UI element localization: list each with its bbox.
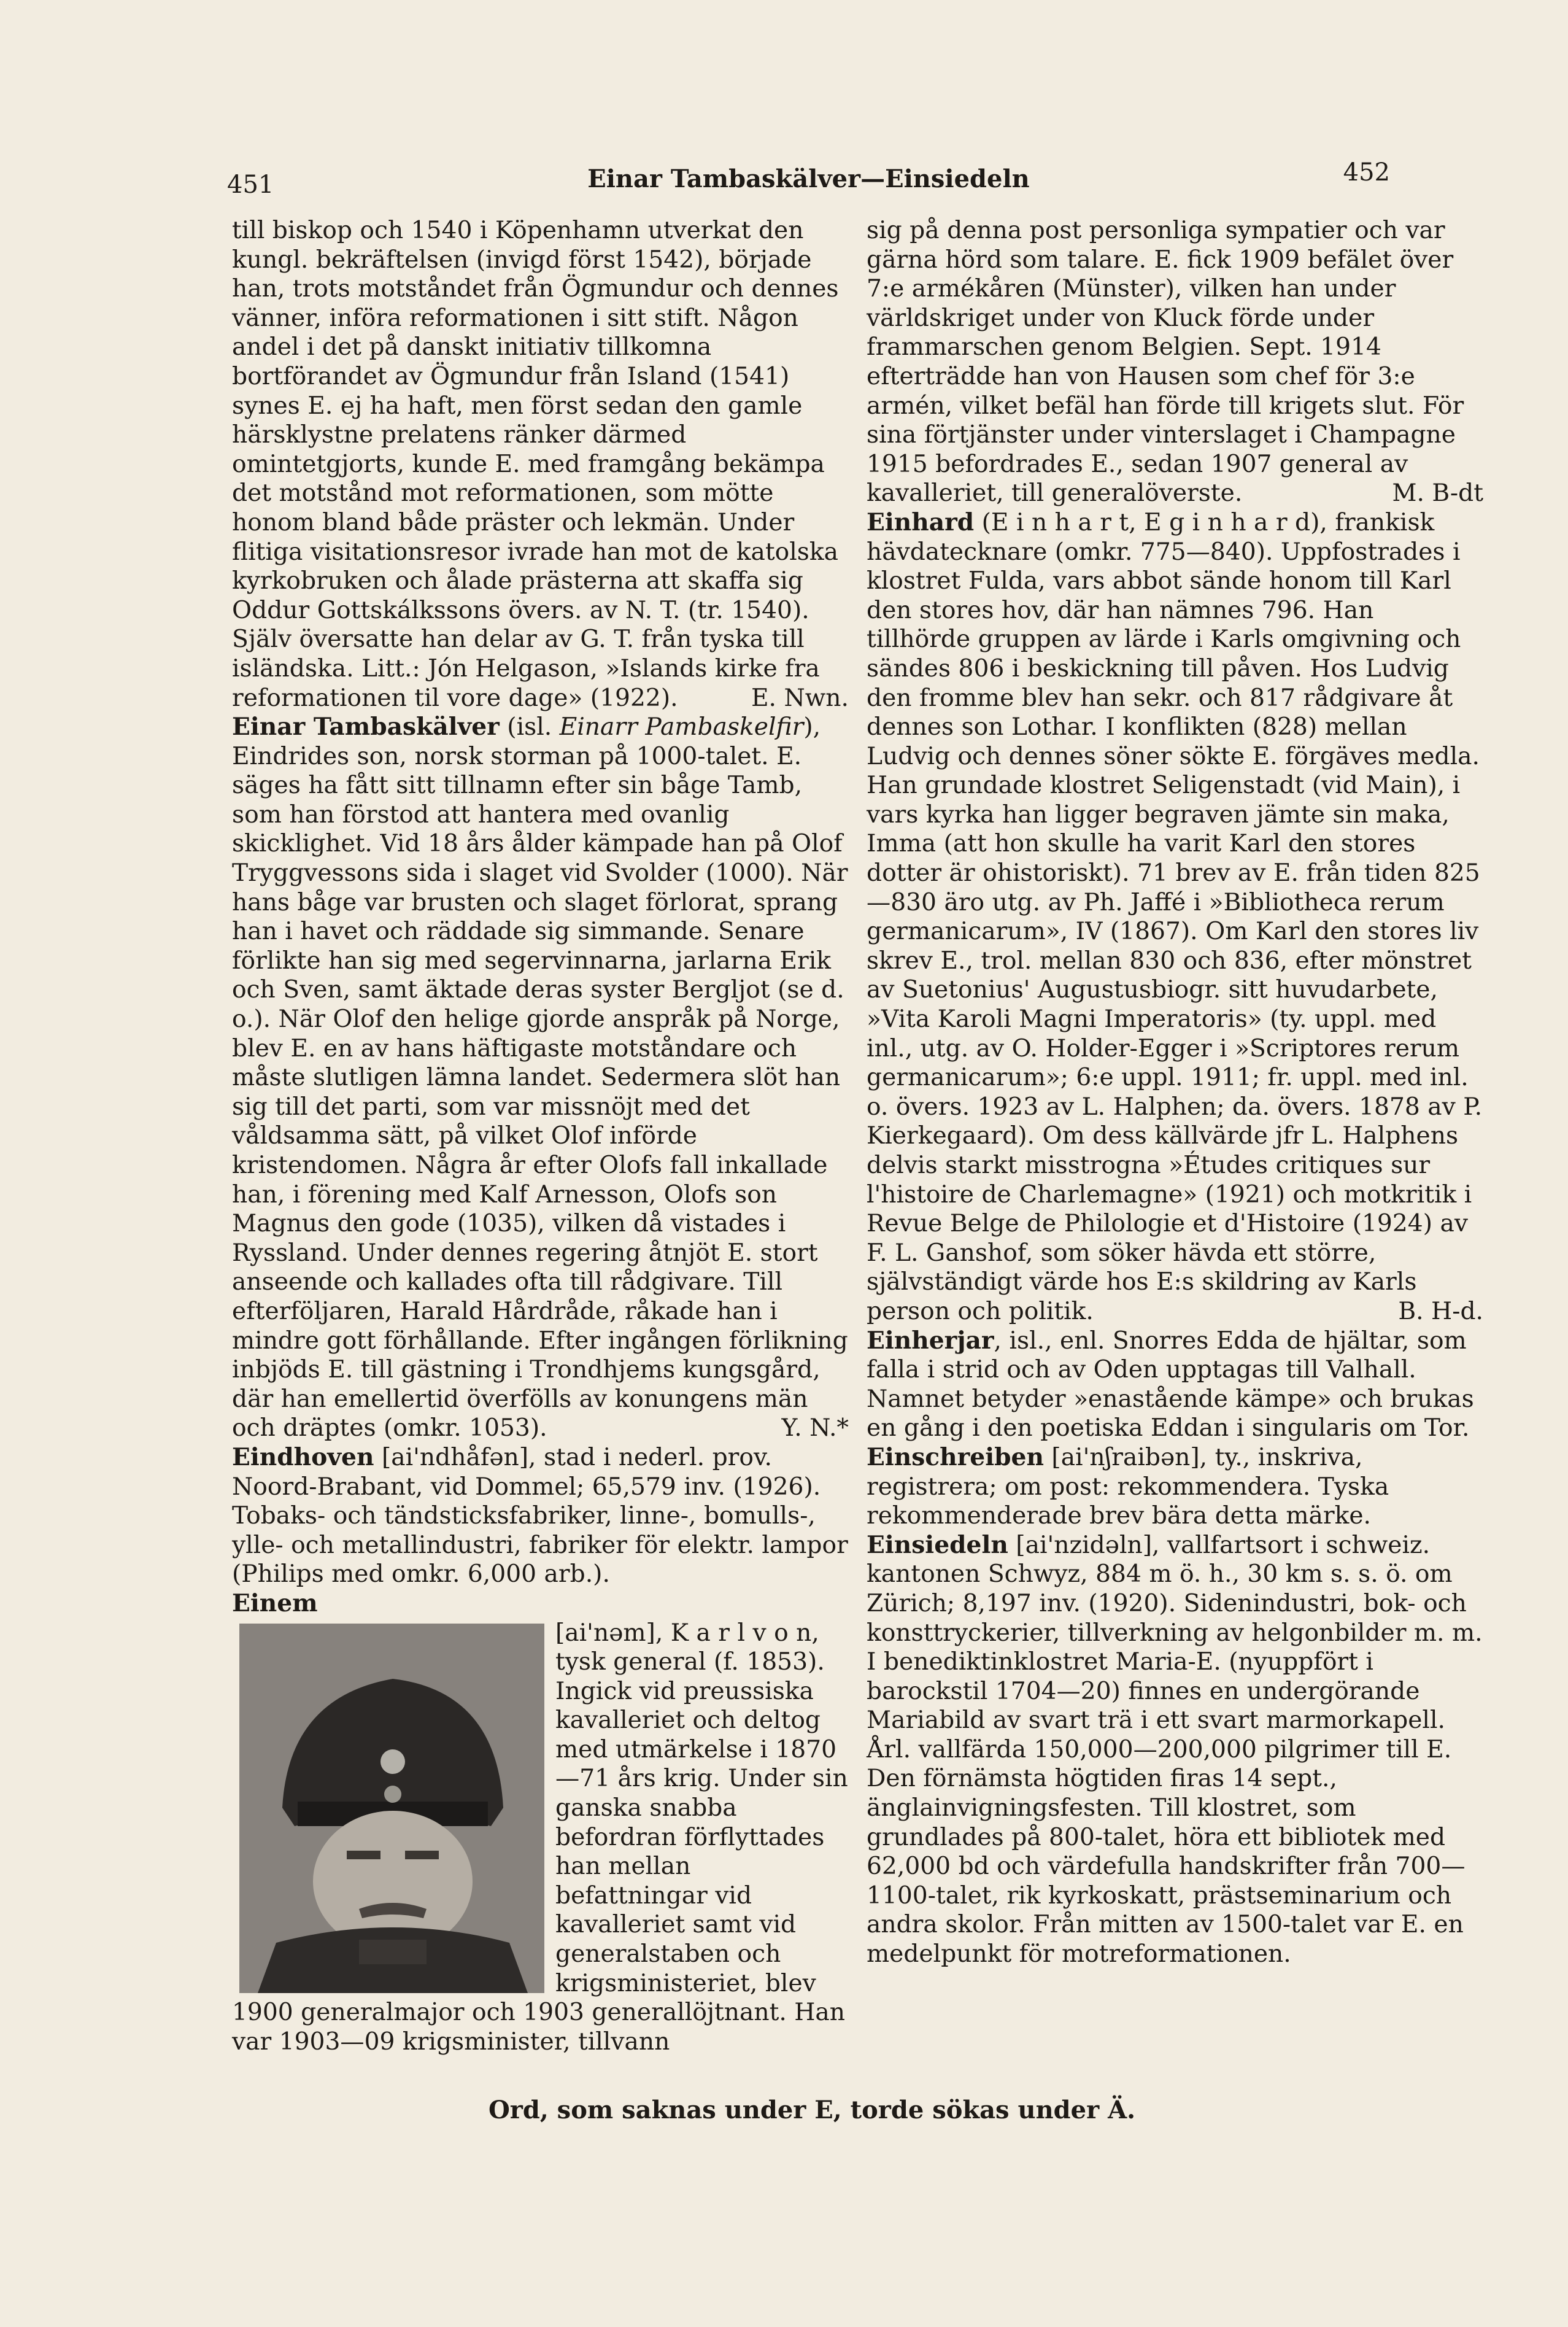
entry-einem (232, 1589, 849, 1619)
author-signature: B. H-d. (1398, 1297, 1483, 1325)
left-column (232, 216, 849, 2056)
entry-headword: Einhard (867, 508, 975, 536)
entry-italic-term: Einarr Pambaskelfir (559, 713, 804, 741)
entry-headword: Einsiedeln (867, 1530, 1008, 1559)
author-signature: Y. N.* (781, 1414, 849, 1442)
author-signature: E. Nwn. (751, 684, 849, 712)
entry-text: , isl., enl. Snorres Edda de hjältar, som falla i strid och av Oden upptagas till Valhall. Namnet betyder »enastående kämpe» och brukas en gång i den poetiska Eddan i singularis om Tor. (867, 1326, 1474, 1442)
running-head: Einar Tambaskälver—Einsiedeln (587, 165, 1030, 193)
entry-einar-tambaskalver (232, 713, 849, 1443)
entry-text: [ai'nʃraibən], ty., inskriva, registrera; om post: rekommendera. Tyska rekommenderade brev bära detta märke. (867, 1443, 1389, 1530)
page-header (227, 158, 1390, 201)
entry-text: [ai'ndhåfən], stad i nederl. prov. Noord-Brabant, vid Dommel; 65,579 inv. (1926). Tobaks- och tändsticksfabriker, linne-, bomulls-, ylle- och metallindustri, fabriker för elektr. lampor (Philips med omkr. 6,000 arb.). (232, 1443, 848, 1589)
entry-eindhoven (232, 1443, 849, 1589)
entry-text: [ai'nzidəln], vallfartsort i schweiz. kantonen Schwyz, 884 m ö. h., 30 km s. s. ö. om Zürich; 8,197 inv. (1920). Sidenindustri, bok- och konsttryckerier, tillverkning av helgonbilder m. m. I benediktinklostret Maria-E. (nyuppfört i barockstil 1704—20) finnes en undergörande Mariabild av svart trä i ett svart marmorkapell. Årl. vallfärda 150,000—200,000 pilgrimer till E. Den förnämsta högtiden firas 14 sept., änglainvigningsfesten. Till klostret, som grundlades på 800-talet, höra ett bibliotek med 62,000 bd och värdefulla handskrifter från 700—1100-talet, rik kyrkoskatt, prästseminarium och andra skolor. Från mitten av 1500-talet var E. en medelpunkt för motreformationen. (867, 1531, 1483, 1969)
entry-text: till biskop och 1540 i Köpenhamn utverkat den kungl. bekräftelsen (invigd först 1542), började han, trots motståndet från Ögmundur och dennes vänner, införa reformationen i sitt stift. Någon andel i det på danskt initiativ tillkomna bortförandet av Ögmundur från Island (1541) synes E. ej ha haft, men först sedan den gamle härsklystne prelatens ränker därmed omintetgjorts, kunde E. med framgång bekämpa det motstånd mot reformationen, som mötte honom bland både präster och lekmän. Under flitiga visitationsresor ivrade han mot de katolska kyrkobruken och ålade prästerna att skaffa sig Oddur Gottskálkssons övers. av N. T. (tr. 1540). Själv översatte han delar av G. T. från tyska till isländska. Litt.: Jón Helgason, »Islands kirke fra reformationen til vore dage» (1922). (232, 217, 839, 712)
entry-text: sig på denna post personliga sympatier och var gärna hörd som talare. E. fick 1909 befälet över 7:e armékåren (Münster), vilken han under världskriget under von Kluck förde under frammarschen genom Belgien. Sept. 1914 efterträdde han von Hausen som chef för 3:e armén, vilket befäl han förde till krigets slut. För sina förtjänster under vinterslaget i Champagne 1915 befordrades E., sedan 1907 general av kavalleriet, till generalöverste. (867, 217, 1464, 508)
entry-headword: Einschreiben (867, 1442, 1044, 1471)
entry-text: ), Eindrides son, norsk storman på 1000-talet. E. säges ha fått sitt tillnamn efter sin båge Tamb, som han förstod att hantera med ovanlig skicklighet. Vid 18 års ålder kämpade han på Olof Tryggvessons sida i slaget vid Svolder (1000). När hans båge var brusten och slaget förlorat, sprang han i havet och räddade sig simmande. Senare förlikte han sig med segervinnarna, jarlarna Erik och Sven, samt äktade deras syster Bergljot (se d. o.). När Olof den helige gjorde anspråk på Norge, blev E. en av hans häftigaste motståndare och måste slutligen lämna landet. Sedermera slöt han sig till det parti, som var missnöjt med det våldsamma sätt, på vilket Olof införde kristendomen. Några år efter Olofs fall inkallade han, i förening med Kalf Arnesson, Olofs son Magnus den gode (1035), vilken då vistades i Ryssland. Under dennes regering åtnjöt E. stort anseende och kallades ofta till rådgivare. Till efterföljaren, Harald Hårdråde, råkade han i mindre gott förhållande. Efter ingången förlikning inbjöds E. till gästning i Trondhjems kungsgård, där han emellertid överfölls av konungens män och dräptes (omkr. 1053). (232, 713, 848, 1442)
entry-headword: Einem (232, 1589, 318, 1617)
entry-text: (isl. (499, 713, 560, 741)
entry-headword: Einar Tambaskälver (232, 713, 500, 741)
entry-einsiedeln (867, 1531, 1483, 1969)
footer-note: Ord, som saknas under E, torde sökas under Ä. (488, 2096, 1136, 2124)
entry-text: (E i n h a r t, E g i n h a r d), frankisk hävdatecknare (omkr. 775—840). Uppfostrades i klostret Fulda, vars abbot sände honom till Karl den stores hov, där han nämnes 796. Han tillhörde gruppen av lärde i Karls omgivning och sändes 806 i beskickning till påven. Hos Ludvig den fromme blev han sekr. och 817 rådgivare åt dennes son Lothar. I konflikten (828) mellan Ludvig och dennes söner sökte E. förgäves medla. Han grundade klostret Seligenstadt (vid Main), i vars kyrka han ligger begraven jämte sin maka, Imma (att hon skulle ha varit Karl den stores dotter är ohistoriskt). 71 brev av E. från tiden 825—830 äro utg. av Ph. Jaffé i »Bibliotheca rerum germanicarum», IV (1867). Om Karl den stores liv skrev E., trol. mellan 830 och 836, efter mönstret av Suetonius' Augustusbiogr. sitt huvudarbete, »Vita Karoli Magni Imperatoris» (ty. uppl. med inl., utg. av O. Holder-Egger i »Scriptores rerum germanicarum»; 6:e uppl. 1911; fr. uppl. med inl. o. övers. 1923 av L. Halphen; da. övers. 1878 av P. Kierkegaard). Om dess källvärde jfr L. Halphens delvis starkt misstrogna »Études critiques sur l'histoire de Charlemagne» (1921) och motkritik i Revue Belge de Philologie et d'Histoire (1924) av F. L. Ganshof, som söker hävda ett större, självständigt värde hos E:s skildring av Karls person och politik. (867, 508, 1483, 1325)
entry-continuation (232, 216, 849, 713)
entry-einem-continuation (867, 216, 1483, 508)
entry-text: [ai'nəm], K a r l v o n, tysk general (f. 1853). Ingick vid preussiska kavalleriet och deltog med utmärkelse i 1870—71 års krig. Under sin ganska snabba befordran förflyttades han mellan befattningar vid kavalleriet samt vid generalstaben och krigsministeriet, blev 1900 generalmajor och 1903 generallöjtnant. Han var 1903—09 krigsminister, tillvann (232, 1619, 848, 2056)
author-signature: M. B-dt (1392, 479, 1483, 508)
entry-einschreiben (867, 1443, 1483, 1531)
portrait-illustration (239, 1624, 544, 1993)
entry-headword: Einherjar (867, 1326, 994, 1355)
entry-headword: Eindhoven (232, 1442, 374, 1471)
right-column (867, 216, 1483, 1969)
photo-float-block (232, 1619, 849, 2057)
entry-einhard (867, 508, 1483, 1326)
page-number-left: 451 (227, 171, 274, 199)
page-number-right: 452 (1343, 158, 1390, 187)
entry-einherjar (867, 1326, 1483, 1443)
portrait-photo (239, 1624, 544, 1993)
